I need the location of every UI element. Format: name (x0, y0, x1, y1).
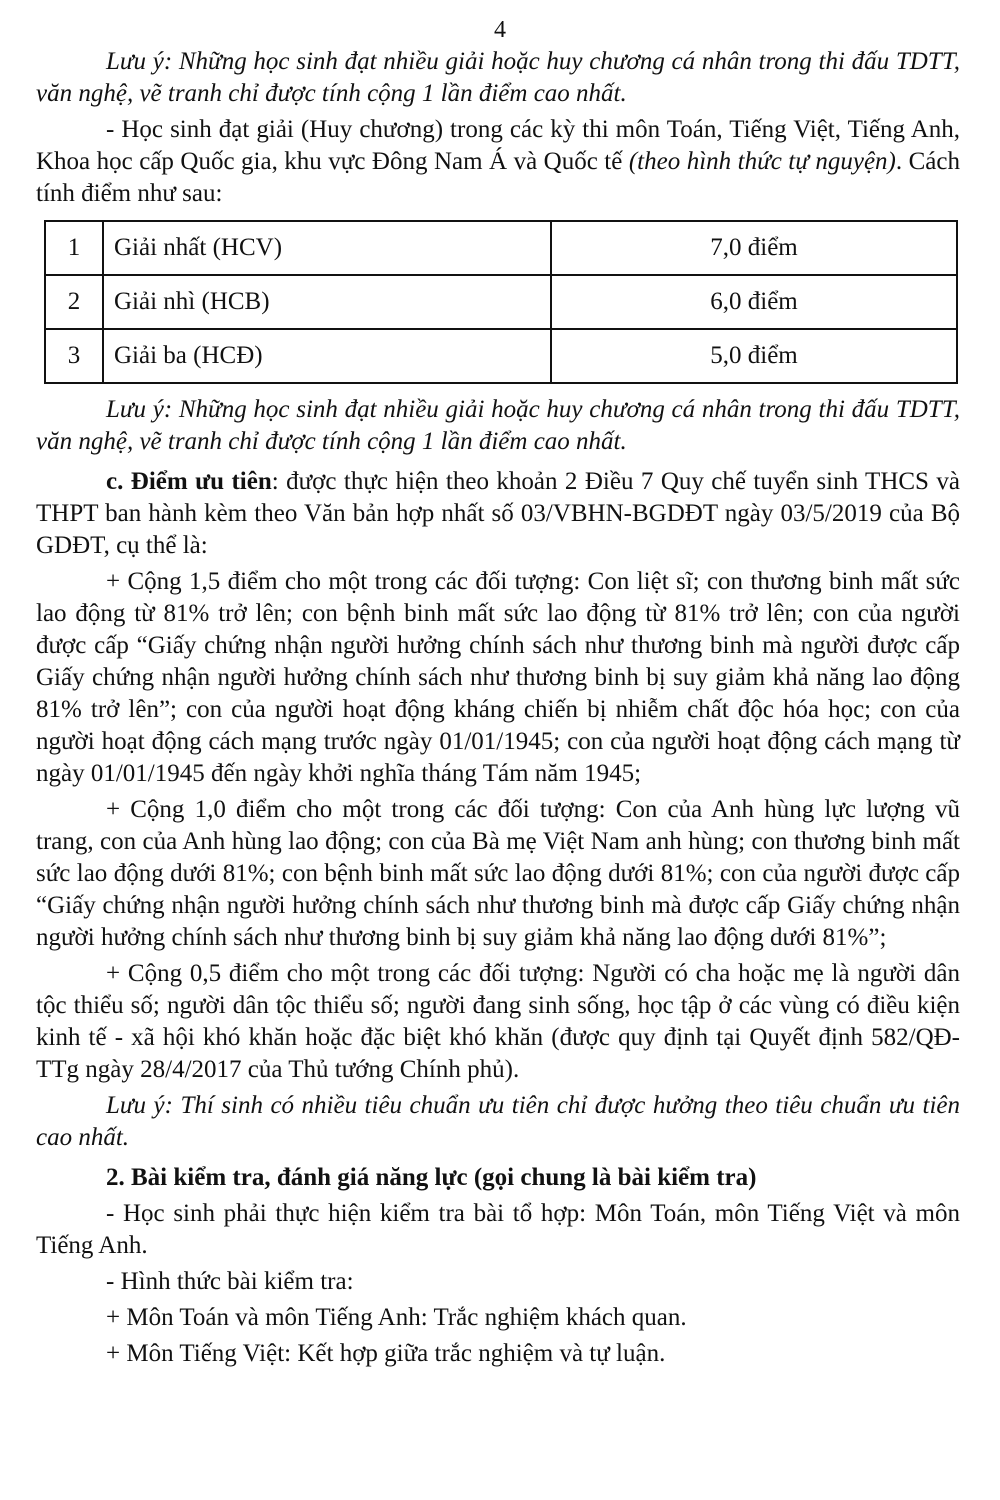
award-number: 2 (45, 275, 103, 329)
award-number: 1 (45, 221, 103, 275)
section-2-line-3: + Môn Toán và môn Tiếng Anh: Trắc nghiệm khách quan. (106, 1304, 687, 1331)
note-awards-sports: Lưu ý: Những học sinh đạt nhiều giải hoặc huy chương cá nhân trong thi đấu TDTT, văn nghệ, vẽ tranh chỉ được tính cộng 1 lần điểm cao nhất. (36, 48, 960, 107)
award-name: Giải ba (HCĐ) (103, 329, 551, 383)
priority-text: : được thực hiện theo khoản 2 Điều 7 Quy chế tuyển sinh THCS và THPT ban hành kèm theo Văn bản hợp nhất số 03/VBHN-BGDĐT ngày 03/5/2019 của Bộ GDĐT, cụ thể là: (36, 468, 960, 559)
paragraph-academic-awards (36, 114, 960, 210)
table-row (45, 329, 957, 383)
section-2-heading: 2. Bài kiểm tra, đánh giá năng lực (gọi chung là bài kiểm tra) (106, 1164, 757, 1191)
table-row (45, 275, 957, 329)
award-points-table (44, 220, 958, 384)
award-points: 7,0 điểm (551, 221, 957, 275)
award-number: 3 (45, 329, 103, 383)
paragraph-priority-points (36, 466, 960, 562)
note-priority: Lưu ý: Thí sinh có nhiều tiêu chuẩn ưu tiên chỉ được hưởng theo tiêu chuẩn ưu tiên cao nhất. (36, 1092, 960, 1151)
award-name: Giải nhất (HCV) (103, 221, 551, 275)
note-awards-repeat: Lưu ý: Những học sinh đạt nhiều giải hoặc huy chương cá nhân trong thi đấu TDTT, văn nghệ, vẽ tranh chỉ được tính cộng 1 lần điểm cao nhất. (36, 396, 960, 455)
award-points: 6,0 điểm (551, 275, 957, 329)
section-2-line-2: - Hình thức bài kiểm tra: (106, 1268, 354, 1295)
table-row (45, 221, 957, 275)
academic-awards-italic: (theo hình thức tự nguyện) (628, 148, 896, 175)
academic-awards-text: - Học sinh đạt giải (Huy chương) trong các kỳ thi môn Toán, Tiếng Việt, Tiếng Anh, Khoa học cấp Quốc gia, khu vực Đông Nam Á và Quốc tế (36, 116, 960, 175)
award-points: 5,0 điểm (551, 329, 957, 383)
bonus-1-5-paragraph: + Cộng 1,5 điểm cho một trong các đối tượng: Con liệt sĩ; con thương binh mất sức lao động từ 81% trở lên; con bệnh binh mất sức lao động từ 81% trở lên; con của người được cấp “Giấy chứng nhận người hưởng chính sách như thương binh mà người được cấp Giấy chứng nhận người hưởng chính sách như thương binh bị suy giảm khả năng lao động 81% trở lên”; con của người hoạt động kháng chiến bị nhiễm chất độc hóa học; con của người hoạt động cách mạng trước ngày 01/01/1945; con của người hoạt động cách mạng từ ngày 01/01/1945 đến ngày khởi nghĩa tháng Tám năm 1945; (36, 568, 960, 787)
bonus-1-0-paragraph: + Cộng 1,0 điểm cho một trong các đối tượng: Con của Anh hùng lực lượng vũ trang, con của Anh hùng lao động; con của Bà mẹ Việt Nam anh hùng; con thương binh mất sức lao động dưới 81%; con bệnh binh mất sức lao động dưới 81%; con của người được cấp “Giấy chứng nhận người hưởng chính sách như thương binh mà được cấp Giấy chứng nhận người hưởng chính sách như thương binh bị suy giảm khả năng lao động dưới 81%”; (36, 796, 960, 951)
priority-heading: c. Điểm ưu tiên (106, 468, 272, 495)
section-2-line-1: - Học sinh phải thực hiện kiểm tra bài tổ hợp: Môn Toán, môn Tiếng Việt và môn Tiếng Anh. (36, 1200, 960, 1259)
bonus-0-5-paragraph: + Cộng 0,5 điểm cho một trong các đối tượng: Người có cha hoặc mẹ là người dân tộc thiểu số; người dân tộc thiểu số; người đang sinh sống, học tập ở các vùng có điều kiện kinh tế - xã hội khó khăn hoặc đặc biệt khó khăn (được quy định tại Quyết định 582/QĐ-TTg ngày 28/4/2017 của Thủ tướng Chính phủ). (36, 960, 960, 1083)
academic-awards-tail: . Cách tính điểm như sau: (36, 148, 960, 207)
page-number: 4 (494, 17, 506, 43)
document-body (36, 46, 960, 1370)
section-2-line-4: + Môn Tiếng Việt: Kết hợp giữa trắc nghiệm và tự luận. (106, 1340, 666, 1367)
award-name: Giải nhì (HCB) (103, 275, 551, 329)
